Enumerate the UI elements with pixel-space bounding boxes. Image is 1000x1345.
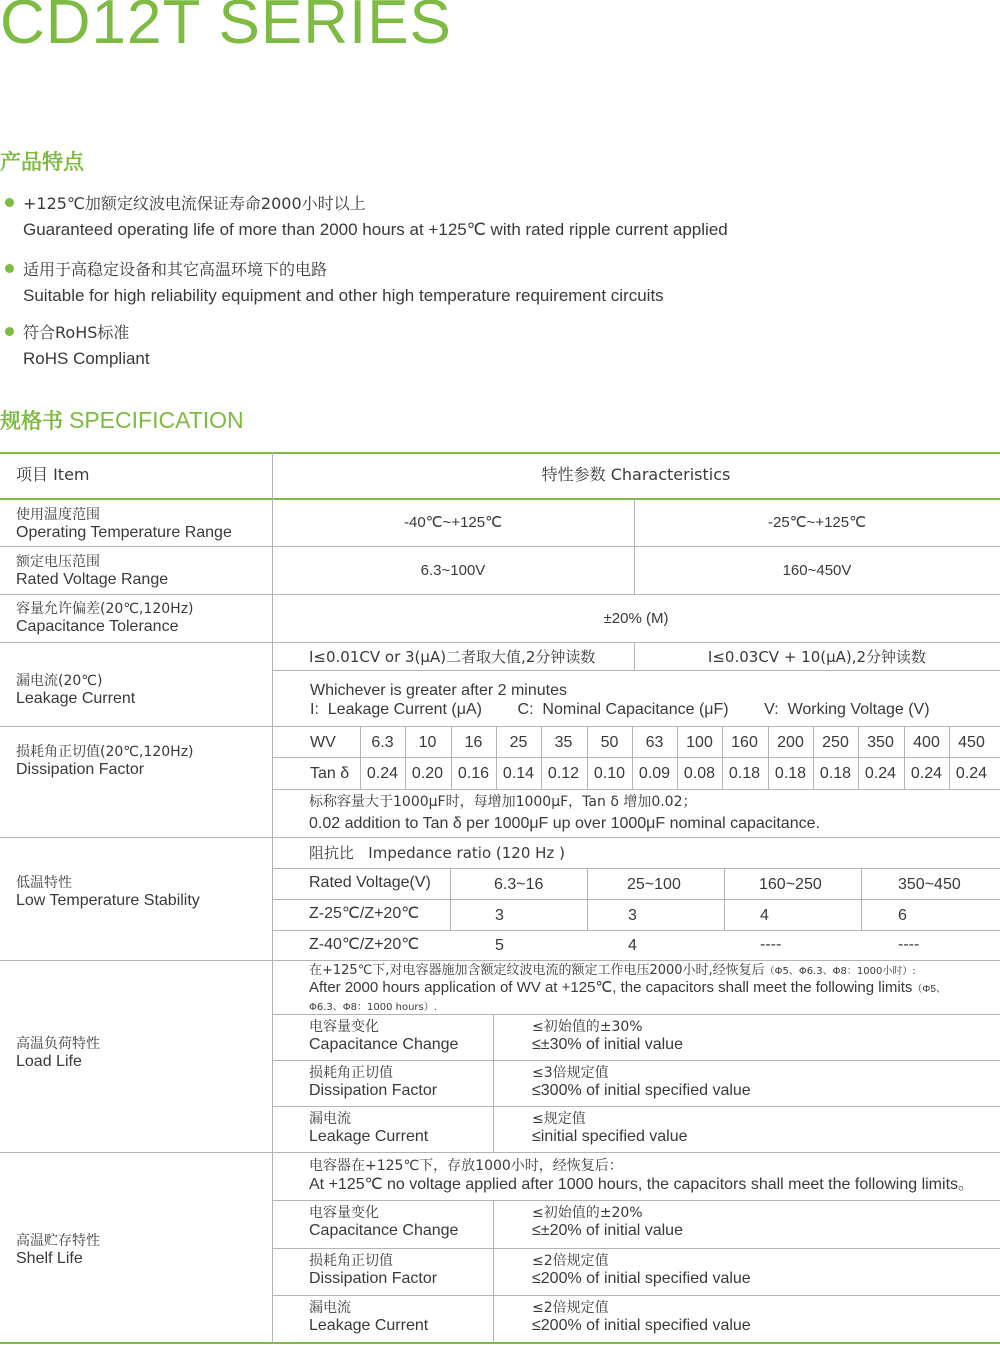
- z25-1: 3: [628, 907, 637, 924]
- cell-divider: [493, 1014, 494, 1152]
- header-border: [0, 498, 1000, 500]
- label-en: Load Life: [16, 1053, 82, 1070]
- df-wv-cell: 6.3: [371, 734, 394, 751]
- label-cn: 低温特性: [16, 875, 72, 891]
- label-en: Capacitance Tolerance: [16, 618, 179, 635]
- loadlife-cap-label: [309, 1019, 458, 1054]
- loadlife-cap-value: [532, 1019, 683, 1054]
- impedance-title: 阻抗比 Impedance ratio (120 Hz ): [309, 844, 565, 862]
- feature-cn: 符合RoHS标准: [23, 323, 130, 342]
- row-divider: [0, 642, 1000, 643]
- df-tan-label: Tan δ: [310, 765, 350, 782]
- label-en: Capacitance Change: [309, 1222, 459, 1239]
- df-note-en: 0.02 addition to Tan δ per 1000μF up over 1000μF nominal capacitance.: [309, 815, 820, 832]
- leakage-note-1: Whichever is greater after 2 minutes: [310, 682, 567, 699]
- df-tan-cell: 0.14: [502, 765, 535, 782]
- df-tan-cell: 0.24: [366, 765, 399, 782]
- df-tan-cell: 0.16: [457, 765, 490, 782]
- row-divider: [0, 594, 1000, 595]
- loadlife-lc-value: [532, 1111, 688, 1146]
- cell-divider: [272, 868, 1000, 869]
- df-wv-cell: 63: [645, 734, 664, 751]
- z40-label: Z-40℃/Z+20℃: [309, 936, 420, 953]
- value-cn: ≤初始值的±30%: [532, 1019, 643, 1035]
- label-en: Dissipation Factor: [16, 761, 145, 778]
- label-en: Leakage Current: [309, 1317, 429, 1334]
- cell-divider: [272, 899, 1000, 900]
- label-cn: 漏电流: [309, 1300, 351, 1316]
- df-wv-cell: 25: [509, 734, 528, 751]
- row-shelflife-label: [16, 1233, 100, 1268]
- loadlife-desc-en: [309, 979, 946, 999]
- df-tan-cell: 0.20: [411, 765, 444, 782]
- df-wv-cell: 100: [686, 734, 713, 751]
- z25-3: 6: [898, 907, 907, 924]
- df-wv-cell: 400: [913, 734, 940, 751]
- leakage-high: I≤0.03CV + 10(μA),2分钟读数: [707, 648, 927, 666]
- row-divider: [0, 726, 1000, 727]
- range-3: 350~450: [898, 876, 961, 893]
- bullet-icon: [5, 327, 14, 336]
- label-en: Leakage Current: [309, 1128, 429, 1145]
- df-wv-cell: 160: [731, 734, 758, 751]
- voltage-high: 160~450V: [782, 562, 852, 579]
- label-cn: 容量允许偏差(20℃,120Hz): [16, 601, 194, 617]
- header-item: 项目 Item: [16, 465, 90, 484]
- df-note-cn: 标称容量大于1000μF时，每增加1000μF，Tan δ 增加0.02；: [309, 794, 697, 810]
- label-en: Leakage Current: [16, 690, 136, 707]
- z40-3: ----: [898, 936, 920, 953]
- cell-divider: [272, 930, 1000, 931]
- shelflife-df-value: [532, 1253, 751, 1288]
- shelflife-desc-cn: 电容器在+125℃下，存放1000小时，经恢复后：: [309, 1158, 623, 1174]
- z25-label: Z-25℃/Z+20℃: [309, 905, 420, 922]
- voltage-low: 6.3~100V: [420, 562, 486, 579]
- df-tan-cell: 0.12: [547, 765, 580, 782]
- cell-divider: [861, 868, 862, 930]
- df-wv-cell: 10: [418, 734, 437, 751]
- df-wv-cell: 50: [600, 734, 619, 751]
- shelflife-cap-label: [309, 1205, 458, 1240]
- loadlife-df-value: [532, 1065, 751, 1100]
- df-tan-cell: 0.24: [864, 765, 897, 782]
- value-en: ≤initial specified value: [532, 1128, 688, 1145]
- label-cn: 使用温度范围: [16, 507, 100, 523]
- spec-heading-en: SPECIFICATION: [69, 407, 244, 433]
- label-en: Rated Voltage Range: [16, 571, 169, 588]
- desc-en-note: （Φ5、: [912, 984, 946, 995]
- label-cn: 高温负荷特性: [16, 1036, 100, 1052]
- z25-2: 4: [760, 907, 769, 924]
- spec-heading-cn: 规格书: [0, 409, 63, 433]
- value-en: ≤±20% of initial value: [532, 1222, 683, 1239]
- column-divider: [272, 452, 273, 1343]
- temp-low: -40℃~+125℃: [404, 514, 502, 531]
- tolerance-value: ±20% (M): [603, 610, 669, 627]
- desc-cn: 在+125℃下,对电容器施加含额定纹波电流的额定工作电压2000小时,经恢复后: [309, 963, 765, 978]
- table-bottom-border: [0, 1342, 1000, 1344]
- df-wv-cell: 450: [958, 734, 985, 751]
- cell-divider: [493, 1200, 494, 1342]
- table-top-border: [0, 452, 1000, 454]
- label-en: Capacitance Change: [309, 1036, 459, 1053]
- cell-divider: [272, 1248, 1000, 1249]
- bullet-icon: [5, 198, 14, 207]
- df-wv-cell: 350: [867, 734, 894, 751]
- df-tan-cell: 0.08: [683, 765, 716, 782]
- range-2: 160~250: [759, 876, 822, 893]
- feature-en: Suitable for high reliability equipment and other high temperature requirement circuits: [23, 286, 664, 305]
- df-tan-cell: 0.24: [910, 765, 943, 782]
- shelflife-desc-en: At +125℃ no voltage applied after 1000 hours, the capacitors shall meet the following limits。: [309, 1176, 975, 1193]
- z25-0: 3: [495, 907, 504, 924]
- spec-heading: [0, 405, 244, 435]
- cell-divider: [272, 757, 1000, 758]
- range-1: 25~100: [627, 876, 681, 893]
- cell-divider: [272, 670, 1000, 671]
- cell-divider: [272, 789, 1000, 790]
- row-temperature-label: [16, 507, 232, 542]
- df-tan-cell: 0.18: [774, 765, 807, 782]
- value-en: ≤300% of initial specified value: [532, 1082, 751, 1099]
- z40-1: 4: [628, 937, 637, 954]
- shelflife-cap-value: [532, 1205, 683, 1240]
- label-en: Dissipation Factor: [309, 1082, 438, 1099]
- loadlife-df-label: [309, 1065, 437, 1100]
- label-cn: 损耗角正切值: [309, 1065, 393, 1081]
- value-en: ≤200% of initial specified value: [532, 1317, 751, 1334]
- row-df-label: [16, 744, 194, 779]
- cell-divider: [587, 868, 588, 930]
- label-en: Operating Temperature Range: [16, 524, 232, 541]
- cell-divider: [272, 1200, 1000, 1201]
- cell-divider: [272, 1106, 1000, 1107]
- label-cn: 损耗角正切值(20℃,120Hz): [16, 744, 194, 760]
- feature-en: RoHS Compliant: [23, 349, 150, 368]
- value-en: ≤±30% of initial value: [532, 1036, 683, 1053]
- df-tan-cell: 0.24: [955, 765, 988, 782]
- loadlife-lc-label: [309, 1111, 428, 1146]
- shelflife-df-label: [309, 1253, 437, 1288]
- row-tolerance-label: [16, 601, 194, 636]
- row-loadlife-label: [16, 1036, 100, 1071]
- z40-2: ----: [760, 936, 782, 953]
- label-cn: 高温贮存特性: [16, 1233, 100, 1249]
- df-wv-cell: 200: [777, 734, 804, 751]
- z40-0: 5: [495, 937, 504, 954]
- row-divider: [0, 837, 1000, 838]
- label-en: Dissipation Factor: [309, 1270, 438, 1287]
- shelflife-lc-label: [309, 1300, 428, 1335]
- df-wv-cell: 250: [822, 734, 849, 751]
- rated-voltage-label: Rated Voltage(V): [309, 874, 431, 891]
- df-wv-cell: 35: [554, 734, 573, 751]
- row-divider: [0, 960, 1000, 961]
- cell-divider: [272, 1060, 1000, 1061]
- leakage-low: I≤0.01CV or 3(μA)二者取大值,2分钟读数: [309, 648, 596, 666]
- loadlife-desc-note: Φ6.3、Φ8：1000 hours）.: [309, 1002, 437, 1013]
- label-cn: 漏电流: [309, 1111, 351, 1127]
- value-cn: ≤规定值: [532, 1111, 586, 1127]
- temp-high: -25℃~+125℃: [768, 514, 866, 531]
- cell-divider: [272, 1295, 1000, 1296]
- df-tan-cell: 0.10: [593, 765, 626, 782]
- row-leakage-label: [16, 673, 135, 708]
- label-cn: 损耗角正切值: [309, 1253, 393, 1269]
- row-divider: [0, 546, 1000, 547]
- spec-table: [0, 452, 1000, 1345]
- row-divider: [0, 1152, 1000, 1153]
- bullet-icon: [5, 264, 14, 273]
- range-0: 6.3~16: [494, 876, 544, 893]
- desc-cn-note: （Φ5、Φ6.3、Φ8：1000小时）:: [764, 966, 916, 977]
- value-cn: ≤3倍规定值: [532, 1065, 609, 1081]
- df-tan-cell: 0.09: [638, 765, 671, 782]
- label-cn: 额定电压范围: [16, 554, 100, 570]
- feature-en: Guaranteed operating life of more than 2000 hours at +125℃ with rated ripple current applied: [23, 220, 728, 239]
- df-tan-cell: 0.18: [728, 765, 761, 782]
- label-en: Low Temperature Stability: [16, 892, 200, 909]
- features-heading: 产品特点: [0, 150, 84, 174]
- feature-cn: 适用于高稳定设备和其它高温环境下的电路: [23, 260, 328, 279]
- desc-en: After 2000 hours application of WV at +125℃, the capacitors shall meet the following limits: [309, 979, 913, 996]
- label-cn: 电容量变化: [309, 1205, 379, 1221]
- df-wv-cell: 16: [464, 734, 483, 751]
- value-cn: ≤2倍规定值: [532, 1253, 609, 1269]
- cell-divider: [450, 868, 451, 930]
- header-characteristics: 特性参数 Characteristics: [541, 465, 731, 484]
- leakage-note-2: I: Leakage Current (μA) C: Nominal Capacitance (μF) V: Working Voltage (V): [310, 701, 930, 718]
- series-title: CD12T SERIES: [0, 0, 452, 57]
- label-en: Shelf Life: [16, 1250, 83, 1267]
- label-cn: 漏电流(20℃): [16, 673, 103, 689]
- label-cn: 电容量变化: [309, 1019, 379, 1035]
- value-en: ≤200% of initial specified value: [532, 1270, 751, 1287]
- value-cn: ≤2倍规定值: [532, 1300, 609, 1316]
- feature-cn: +125℃加额定纹波电流保证寿命2000小时以上: [23, 194, 366, 213]
- cell-divider: [724, 868, 725, 930]
- shelflife-lc-value: [532, 1300, 751, 1335]
- row-lowtemp-label: [16, 875, 200, 910]
- value-cn: ≤初始值的±20%: [532, 1205, 643, 1221]
- df-tan-cell: 0.18: [819, 765, 852, 782]
- df-wv-label: WV: [310, 734, 336, 751]
- row-voltage-label: [16, 554, 168, 589]
